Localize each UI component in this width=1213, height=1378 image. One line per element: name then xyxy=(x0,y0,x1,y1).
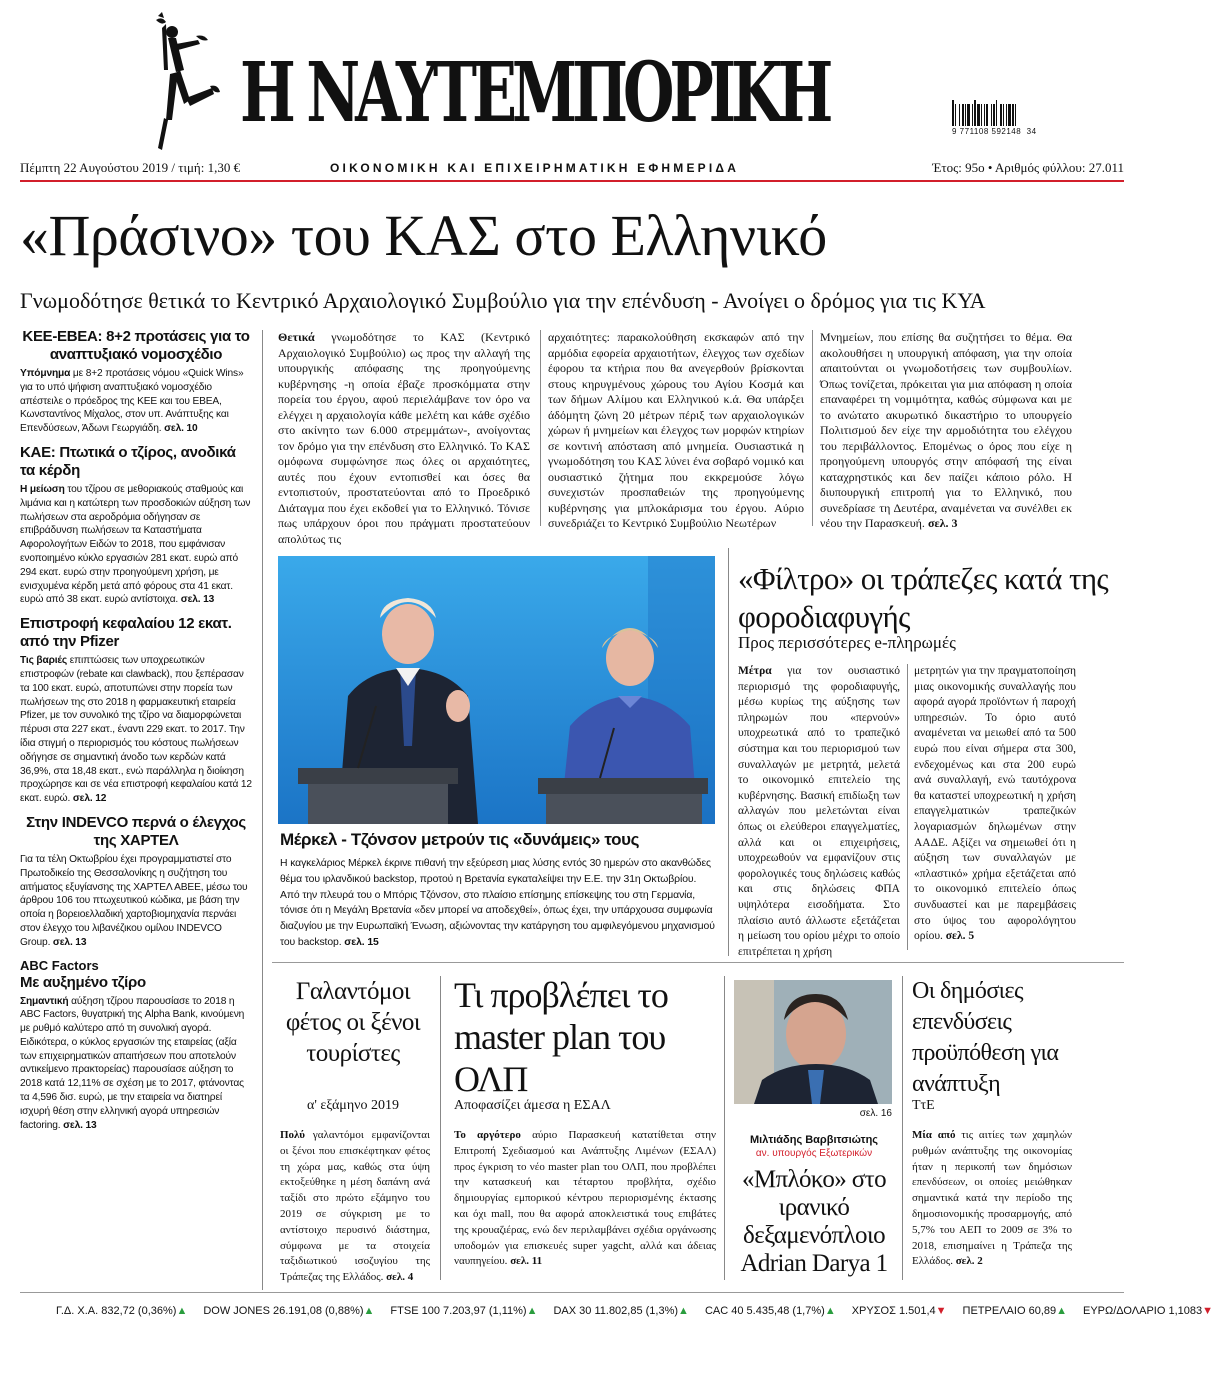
tourists-lead: Πολύ xyxy=(280,1129,306,1141)
ticker-label: DAX 30 xyxy=(553,1305,592,1317)
ticker-value: 832,72 (0,36%) xyxy=(101,1305,177,1317)
brief-text: αύξηση τζίρου παρουσίασε το 2018 η ABC Factors, θυγατρική της Alpha Bank, κινούμενη με ρυθμό καλύτερο από τη συνολική αγορά. Ειδικότερα, ο κύκλος εργασιών της εταιρείας (αξία των επιχειρηματικών απαιτήσεων που αποτελούν αντικείμενο πρακτορείας) παρουσίασε αύξηση το 2018 κατά 12,11% σε σχέση με το 2017, φτάνοντας τα 4,596 δισ. ευρώ, με την εταιρεία να διατηρεί ισχυρή θέση στην ελληνική αγορά υπηρεσιών factoring. xyxy=(20,995,245,1131)
ticker-item xyxy=(705,1305,836,1317)
ticker-item xyxy=(1083,1305,1213,1317)
page-ref[interactable]: σελ. 12 xyxy=(70,793,107,805)
brief-lead: Η μείωση xyxy=(20,483,65,495)
merkel-johnson-photo xyxy=(278,556,715,824)
varvitsiotis-photo xyxy=(734,980,892,1104)
lead-col1-lead: Θετικά xyxy=(278,330,315,344)
filtro-column-2 xyxy=(914,664,1076,954)
ticker-value: 1.501,4 xyxy=(898,1305,936,1317)
ticker-label: ΠΕΤΡΕΛΑΙΟ xyxy=(962,1305,1026,1317)
market-ticker xyxy=(56,1300,1213,1322)
triangle-up-icon: ▲ xyxy=(363,1305,375,1317)
varvitsiotis-quote[interactable]: «Μπλόκο» στο ιρανικό δεξαμενόπλοιο Adrian Darya 1 xyxy=(740,1166,888,1277)
masthead-subtitle: ΟΙΚΟΝΟΜΙΚΗ ΚΑΙ ΕΠΙΧΕΙΡΗΜΑΤΙΚΗ ΕΦΗΜΕΡΙΔΑ xyxy=(330,161,740,175)
lead-column-1 xyxy=(278,330,530,546)
brief-body xyxy=(20,853,252,950)
sidebar-brief[interactable] xyxy=(20,615,252,806)
olp-body xyxy=(454,1128,716,1288)
triangle-down-icon: ▼ xyxy=(1202,1305,1213,1317)
ticker-value: 11.802,85 (1,3%) xyxy=(594,1305,679,1317)
lead-column-2: αρχαιότητες: παρακολούθηση εκσκαφών από την αρμόδια εφορεία αρχαιοτήτων, έλεγχος των σχεδίων έφορου τα κτήρια που θα ανεγερθούν βρίσκονται στους κηρυγμένους χώρους του Αγίου Κοσμά και των δήμων Αλίμου και Ελληνικού κ.ά. Θα υπάρξει άδόμητη ζώνη 20 μέτρων πέριξ των αρχαιολογικών χώρων ή μνημείων και έλεγχος των μορφών κτηρίων σε κοντινή απόσταση από μνημεία. Ουσιαστικά η γνωμοδότηση του ΚΑΣ λύνει ένα σοβαρό νομικό και ουσιαστικό ζήτημα που εκκρεμούσε λόγω συνεχιστών προσπαθειών της προηγούμενης κυβέρνησης για μπλοκάρισμα του έργου. Αύριο συνεδριάζει το Κεντρικό Συμβούλιο Νεωτέρων xyxy=(548,330,804,530)
brief-lead: Τις βαριές xyxy=(20,655,68,667)
page-ref[interactable]: σελ. 13 xyxy=(50,936,87,948)
ticker-label: ΧΡΥΣΟΣ xyxy=(851,1305,896,1317)
ticker-item xyxy=(553,1305,688,1317)
page-ref[interactable]: σελ. 2 xyxy=(952,1255,983,1268)
varvitsiotis-name: Μιλτιάδης Βαρβιτσιώτης xyxy=(749,1134,879,1146)
brief-lead: Σημαντική xyxy=(20,995,69,1007)
column-divider xyxy=(440,976,441,1280)
brief-title[interactable]: ΚΑΕ: Πτωτικά ο τζίρος, ανοδικά τα κέρδη xyxy=(20,443,236,479)
column-divider xyxy=(902,976,903,1280)
hermes-logo-icon xyxy=(146,10,226,160)
photo-story-text: Η καγκελάριος Μέρκελ έκρινε πιθανή την εξεύρεση μιας λύσης εντός 30 ημερών στο ακανθώδες θέμα του ιρλανδικού backstop, προτού η Βρετανία εγκαταλείψει την Ε.Ε. την 31η Οκτωβρίου. Από την πλευρά του ο Μπόρις Τζόνσον, στο πλαίσιο επίσημης επίσκεψης του στη Γερμανία, τόνισε ότι η Μεγάλη Βρετανία «δεν μπορεί να αποδεχθεί», όπως έχει, την υπάρχουσα συμφωνία διαζυγίου με την Ευρωπαϊκή Ένωση, αξιώνοντας την κατάργηση του αμφιλεγόμενου μηχανισμού του backstop. xyxy=(280,858,715,948)
brief-body xyxy=(20,995,252,1133)
ticker-value: 7.203,97 (1,11%) xyxy=(443,1305,527,1317)
ticker-value: 5.435,48 (1,7%) xyxy=(746,1305,825,1317)
ticker-label: FTSE 100 xyxy=(390,1305,440,1317)
barcode-number: 9 771108 592148 xyxy=(952,127,1022,136)
sidebar-brief[interactable] xyxy=(20,444,252,607)
investment-deck: ΤτΕ xyxy=(912,1098,935,1113)
sidebar-brief[interactable] xyxy=(20,958,252,1133)
investment-headline[interactable]: Οι δημόσιες επενδύσεις προϋπόθεση για ανάπτυξη xyxy=(912,978,1059,1097)
lead-col1-text: γνωμοδότησε το ΚΑΣ (Κεντρικό Αρχαιολογικό Συμβούλιο) ως προς την αλλαγή της υπουργικής απόφασης της προηγούμενης κυβέρνησης -η οποία έβαζε προσκόμματα στην πορεία του έργου, αφού περιελάμβανε τον όρο να ελέγχει η αρχαιολογία κάθε μελέτη και κάθε σχέδιο στο ακίνητο των 6.000 στρεμμάτων-, ανοίγοντας τον δρόμο για την επένδυση στο Ελληνικό. Το ΚΑΣ ομόφωνα συμφώνησε πως όλες οι αρχαιότητες, αυτές που έχουν εντοπισθεί και όσες θα εντοπιστούν, προστατεύονται από το Προεδρικό Διάταγμα που έχει εκδοθεί για το Ελληνικό. Τόνισε πως υπάρχουν όροι που πράγματι προστατεύουν απολύτως τις xyxy=(278,330,530,546)
barcode-icon xyxy=(952,100,1074,150)
ticker-label: DOW JONES xyxy=(203,1305,270,1317)
brief-text: Για τα τέλη Οκτωβρίου έχει προγραμματιστεί στο Πρωτοδικείο της Θεσσαλονίκης η συζήτηση του αιτήματος εξυγίανσης της ΧΑΡΤΕΛ ΑΒΕΕ, μέσω του άρθρου 106 του πτωχευτικού κώδικα, με βάση την οποία η βορειοελλαδική χαρτοβιομηχανία περνάει στον έλεγχο του λιβανέζικου ομίλου INDEVCO Group. xyxy=(20,853,248,948)
brief-text: επιπτώσεις των υποχρεωτικών επιστροφών (rebate και clawback), που ξεπέρασαν τα 100 εκατ. ευρώ, αποτυπώνει στην πορεία των πωλήσεων της στο 2018 η φαρμακευτική εταιρεία Pfizer, με τον συνολικό της τζίρο να διαμορφώνεται πέρυσι στα 227 εκατ., έναντι 229 εκατ. το 2017. Την ίδια στιγμή ο περιορισμός του κόστους πωλήσεων οδήγησε σε σημαντική άνοδο των κερδών κατά 36,9%, στα 18,48 εκατ., ενώ παράλληλα η διοίκηση προχώρησε και σε νέα επιστροφή κεφαλαίου κατά 12 εκατ. ευρώ. xyxy=(20,655,252,805)
brief-lead: Υπόμνημα xyxy=(20,368,71,379)
page-ref[interactable]: σελ. 15 xyxy=(341,936,379,948)
sidebar-brief[interactable] xyxy=(20,328,252,436)
filtro-col1-text: για τον ουσιαστικό περιορισμό της φοροδιαφυγής, μέσω κυρίως της αύξησης των πληρωμών που «περνούν» υποχρεωτικά από το τραπεζικό σύστημα και του περιορισμού των συναλλαγών με μετρητά, μελετά το οικονομικό επιτελείο της κυβέρνησης. Βασική επιδίωξη των αλλαγών που μελετώνται είναι όπως οι ελεύθεροι επαγγελματίες, αλλά και οι επιχειρήσεις, υποχρεωθούν να εμφανίζουν στις φορολογικές τους δηλώσεις καθώς και στις δηλώσεις ΦΠΑ υψηλότερα εισοδήματα. Στο πλαίσιο αυτό άλλωστε εξετάζεται η μείωση του ορίου μέχρι το οποίο επιτρέπεται η χρήση xyxy=(738,665,900,958)
lead-col3-text: Μνημείων, που επίσης θα συζητήσει το θέμα. Θα ακολουθήσει η υπουργική απόφαση, για την οποία απαιτούνται οι γνωμοδοτήσεις των συμβουλίων. Όπως τονίζεται, πρόκειται για μια απόφαση η οποία επαναφέρει τη νομιμότητα, καθώς σύμφωνα και με το ανώτατο ακυρωτικό δικαστήριο το υπουργείο Πολιτισμού δεν είχε την αρμοδιότητα του ελέγχου του περιβάλλοντος. Επομένως ο όρος που είχε η προηγούμενη υπουργός στην απόφασή της είναι καταχρηστικός και δεν παίζει κάποιο ρόλο. Η διυπουργική επιτροπή για το Ελληνικό, που συνεδρίασε τη Δευτέρα, αναμένεται να συνέλθει εκ νέου την Παρασκευή. xyxy=(820,330,1072,530)
section-rule xyxy=(272,962,1124,963)
brief-text: του τζίρου σε μεθοριακούς σταθμούς και λιμάνια και η κατώτερη των προσδοκιών αύξηση των πωλήσεων στα αεροδρόμια οδήγησαν σε επιβράδυνση πωλήσεων τα Καταστήματα Αφορολογήτων Ειδών το 2018, που εμφάνισαν ενοποιημένο κύκλο εργασιών 281 εκατ. ευρώ από 294 εκατ. ευρώ στην προηγούμενη χρήση, με ενισχυμένα κέρδη μετά από φόρους στα 41 εκατ. ευρώ από 38 εκατ. ευρώ αντίστοιχα. xyxy=(20,483,251,606)
column-divider xyxy=(812,330,813,526)
lead-column-3 xyxy=(820,330,1072,528)
sidebar-divider xyxy=(262,330,263,1290)
barcode-addon: 34 xyxy=(1026,127,1037,136)
brief-title[interactable]: Στην INDEVCO περνά ο έλεγχος της ΧΑΡΤΕΛ xyxy=(26,813,246,849)
filtro-col2-text: μετρητών για την πραγματοποίηση μιας οικονομικής συναλλαγής που αφορά αγορά προϊόντων ή παροχή υπηρεσιών. Το όριο αυτό αναμένεται να μειωθεί από τα 500 ευρώ που είναι σήμερα στα 300, ενδεχομένως και στα 200 ευρώ ανά συναλλαγή, ενώ ταυτόχρονα θα καταστεί υποχρεωτική η χρήση επαγγελματικών τραπεζικών λογαριασμών δηλωμένων στην ΑΑΔΕ. Αξίζει να σημειωθεί ότι η αύξηση των συναλλαγών με «πλαστικό» χρήμα εξετάζεται από το οικονομικό επιτελείο όπως συνδυαστεί και με παρεμβάσεις στο ύψος του αφορολόγητου ορίου. xyxy=(914,665,1076,943)
column-divider xyxy=(907,664,908,950)
olp-lead: Το αργότερο xyxy=(454,1129,521,1141)
investment-lead: Μία από xyxy=(912,1129,956,1141)
page-ref[interactable]: σελ. 3 xyxy=(924,516,958,530)
tourists-headline[interactable]: Γαλαντόμοι φέτος οι ξένοι τουρίστες xyxy=(285,978,421,1067)
brief-title[interactable]: Με αυξημένο τζίρο xyxy=(20,973,146,991)
filtro-deck: Προς περισσότερες e-πληρωμές xyxy=(738,633,956,652)
brief-title[interactable]: ΚΕΕ-ΕΒΕΑ: 8+2 προτάσεις για το αναπτυξιακό νομοσχέδιο xyxy=(22,328,250,363)
column-divider xyxy=(540,330,541,526)
photo-page-ref[interactable]: σελ. 16 xyxy=(859,1108,892,1119)
brief-title[interactable]: Επιστροφή κεφαλαίου 12 εκατ. από την Pfizer xyxy=(20,615,232,651)
triangle-up-icon: ▲ xyxy=(176,1305,188,1317)
masthead-rule xyxy=(20,180,1124,182)
olp-headline[interactable]: Τι προβλέπει το master plan του ΟΛΠ xyxy=(454,975,668,1099)
photo-story-title[interactable]: Μέρκελ - Τζόνσον μετρούν τις «δυνάμεις» τους xyxy=(280,830,640,849)
tourists-body xyxy=(280,1128,430,1288)
page-ref[interactable]: σελ. 4 xyxy=(383,1271,414,1284)
page-ref[interactable]: σελ. 13 xyxy=(178,594,215,606)
brief-text: με 8+2 προτάσεις νόμου «Quick Wins» για το υπό ψήφιση αναπτυξιακό νομοσχέδιο απέστειλε ο πρόεδρος της ΚΕΕ και του ΕΒΕΑ, Κωνσταντίνος Μίχαλος, στον υπ. Ανάπτυξης και Επενδύσεων, Άδωνι Γεωργιάδη. xyxy=(20,368,244,435)
brief-body xyxy=(20,483,252,607)
ticker-value: 60,89 xyxy=(1028,1305,1057,1317)
filtro-column-1 xyxy=(738,664,900,958)
page-ref[interactable]: σελ. 5 xyxy=(942,930,975,943)
ticker-value: 1,1083 xyxy=(1168,1305,1203,1317)
column-divider xyxy=(724,976,725,1280)
ticker-label: Γ.Δ. Χ.Α. xyxy=(56,1305,99,1317)
ticker-rule xyxy=(20,1292,1124,1293)
brief-body xyxy=(20,654,252,806)
column-divider xyxy=(728,548,729,956)
lead-headline[interactable]: «Πράσινο» του ΚΑΣ στο Ελληνικό xyxy=(20,203,827,268)
brief-kicker: ABC Factors xyxy=(20,957,99,973)
lead-deck: Γνωμοδότησε θετικά το Κεντρικό Αρχαιολογικό Συμβούλιο για την επένδυση - Ανοίγει ο δρόμος για τις ΚΥΑ xyxy=(20,288,986,313)
sidebar-briefs xyxy=(20,328,252,1140)
olp-text: αύριο Παρασκευή κατατίθεται στην Επιτροπή Σχεδιασμού και Ανάπτυξης Λιμένων (ΕΣΑΛ) προς έγκριση το νέο master plan του ΟΛΠ, που προβλέπει την κατασκευή και τέταρτου προβλήτα, σχέδιο δημιουργίας εμπορικού κέντρου περιορισμένης έκτασης και όχι mall, που θα αφορά αποκλειστικά τους επιβάτες της κρουαζιέρας, ενώ δεν περιλαμβάνει σχέδια οργάνωσης υποδομών για επισκευές super yagcht, αλλά και άδειας ναυπηγείου. xyxy=(454,1129,716,1268)
ticker-item xyxy=(390,1305,537,1317)
brief-body xyxy=(20,367,252,436)
ticker-item xyxy=(203,1305,374,1317)
ticker-item xyxy=(852,1305,947,1317)
triangle-up-icon: ▲ xyxy=(824,1305,836,1317)
ticker-label: ΕΥΡΩ/ΔΟΛΑΡΙΟ xyxy=(1083,1305,1166,1317)
ticker-value: 26.191,08 (0,88%) xyxy=(273,1305,364,1317)
ticker-item xyxy=(56,1305,187,1317)
dateline: Πέμπτη 22 Αυγούστου 2019 / τιμή: 1,30 € xyxy=(20,160,241,175)
tourists-text: γαλαντόμοι εμφανίζονται οι ξένοι που επισκέφτηκαν φέτος τη χώρα μας, καθώς στα ύψη εκτοξεύθηκε η μέση δαπάνη ανά ταξίδι στο πρώτο εξάμηνο του 2019 σε σύγκριση με το αντίστοιχο περυσινό διάστημα, σύμφωνα με τα στοιχεία ταξιδιωτικού ισοζυγίου της Τράπεζας της Ελλάδος. xyxy=(280,1129,430,1284)
filtro-lead: Μέτρα xyxy=(738,665,772,677)
ticker-item xyxy=(963,1305,1067,1317)
ticker-label: CAC 40 xyxy=(704,1305,744,1317)
varvitsiotis-role: αν. υπουργός Εξωτερικών xyxy=(755,1148,873,1159)
photo-story-body xyxy=(280,856,718,951)
filtro-headline[interactable]: «Φίλτρο» οι τράπεζες κατά της φοροδιαφυγής xyxy=(738,561,1109,634)
investment-body xyxy=(912,1128,1072,1288)
sidebar-brief[interactable] xyxy=(20,814,252,950)
triangle-up-icon: ▲ xyxy=(678,1305,689,1317)
investment-text: τις αιτίες των χαμηλών ρυθμών ανάπτυξης της οικονομίας ήταν η περικοπή των δημόσιων επενδύσεων, οι οποίες μειώθηκαν σημαντικά κατά την περίοδο της δημοσιονομικής προσαρμογής, από 5,7% του ΑΕΠ το 2009 σε 3% το 2018, επισημαίνει η Τράπεζα της Ελλάδος. xyxy=(912,1129,1072,1268)
page-ref[interactable]: σελ. 11 xyxy=(507,1255,543,1268)
page-ref[interactable]: σελ. 13 xyxy=(60,1119,97,1131)
triangle-up-icon: ▲ xyxy=(1056,1305,1067,1317)
tourists-deck: α' εξάμηνο 2019 xyxy=(307,1098,399,1113)
triangle-down-icon: ▼ xyxy=(935,1305,947,1317)
olp-deck: Αποφασίζει άμεσα η ΕΣΑΛ xyxy=(454,1098,611,1113)
page-ref[interactable]: σελ. 10 xyxy=(161,423,198,435)
issue-number: Έτος: 95ο • Αριθμός φύλλου: 27.011 xyxy=(932,160,1124,175)
masthead-title: Η ΝΑΥΤΕΜΠΟΡΙΚΗ xyxy=(240,45,829,141)
triangle-up-icon: ▲ xyxy=(526,1305,538,1317)
